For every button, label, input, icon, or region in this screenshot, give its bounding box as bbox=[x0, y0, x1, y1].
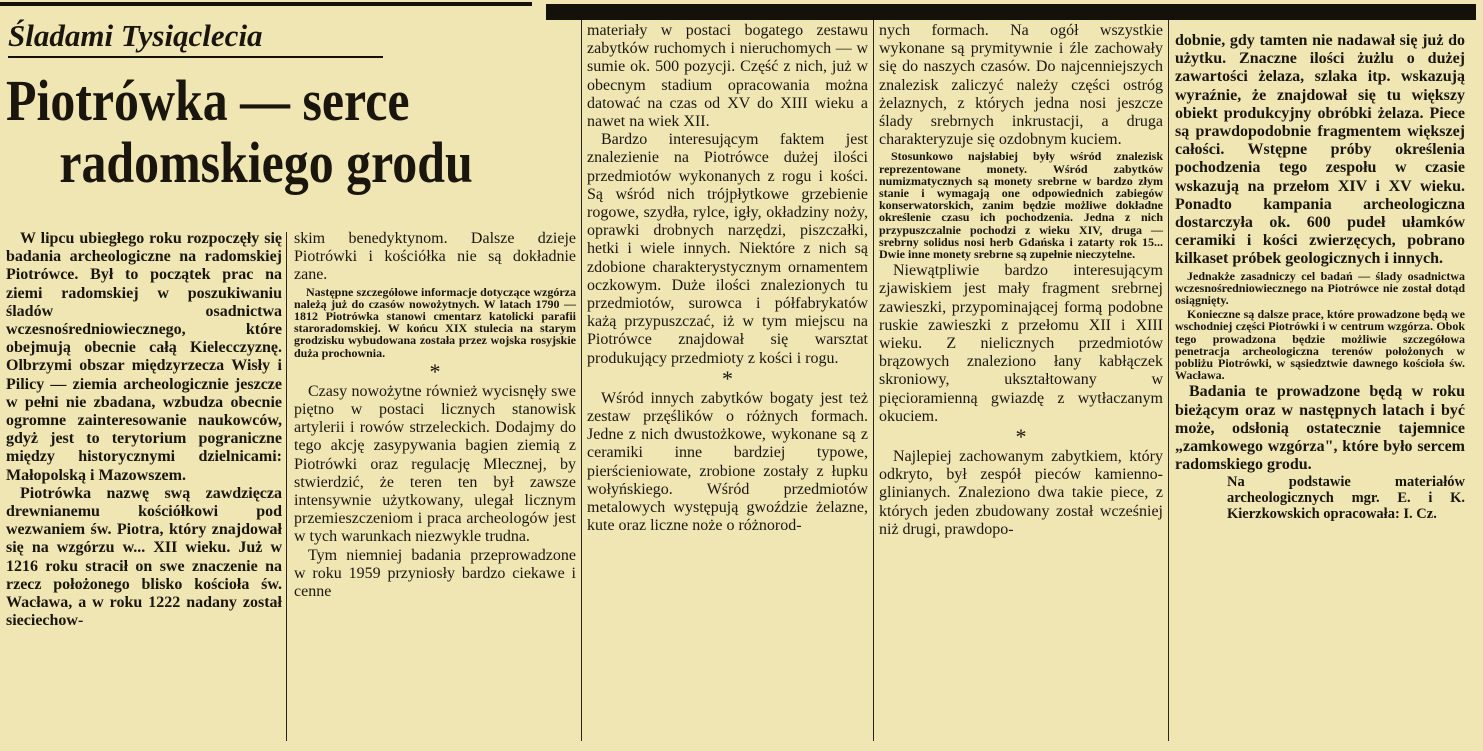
column-rule-3 bbox=[873, 20, 874, 741]
headline-line-2: radomskiego grodu bbox=[59, 130, 473, 195]
section-asterisk: * bbox=[429, 358, 441, 384]
article-column-3 bbox=[587, 22, 868, 535]
paragraph: materiały w postaci bogatego zestawu zabytków ruchomych i nieruchomych — w sumie ok. 500 pozycji. Część z nich, już w obecnym stadium opracowania można datować na czas od XV do XIII wieku a nawet na wiek XII. bbox=[587, 22, 868, 131]
paragraph: Bardzo interesującym faktem jest znalezienie na Piotrówce dużej ilości przedmiotów wykonanych z rogu i kości. Są wśród nich trójpłytkowe grzebienie rogowe, szydła, rylce, igły, okładziny noży, oprawki drobnych narzędzi, piszczałki, hetki i wiele innych. Niektóre z nich są zdobione charakterystycznym ornamentem oczkowym. Duże ilości znalezionych tu przedmiotów, surowca i półfabrykatów każą przypuszczać, iż w tym miejscu na Piotrówce znajdował się warsztat produkujący przedmioty z kości i rogu. bbox=[587, 131, 868, 367]
paragraph-small: Jednakże zasadniczy cel badań — ślady osadnictwa wczesnośredniowiecznego na Piotrówce nie został dotąd osiągnięty. bbox=[1175, 268, 1465, 308]
paragraph: Piotrówka nazwę swą zawdzięcza drewnianemu kościółkowi pod wezwaniem św. Piotra, który znajdował się na wzgórzu w... XII wieku. Już w 1216 roku stracił on swe znaczenie na rzecz położonego blisko kościoła św. Wacława, a w roku 1222 nadany został sieciechow- bbox=[6, 484, 282, 630]
article-column-4 bbox=[879, 22, 1163, 539]
paragraph: skim benedyktynom. Dalsze dzieje Piotrówki i kościółka nie są dokładnie zane. bbox=[294, 230, 576, 284]
article-column-2 bbox=[294, 230, 576, 601]
paragraph-small: Konieczne są dalsze prace, które prowadzone będą we wschodniej części Piotrówki i w centrum wzgórza. Obok tego prowadzona będzie możliwie szczegółowa penetracja archeologiczna terenów położonych w pobliżu Piotrówki, w sąsiedztwie dawnego kościoła św. Wacława. bbox=[1175, 307, 1465, 383]
paragraph: Czasy nowożytne również wycisnęły swe piętno w postaci licznych stanowisk artylerii i rowów strzeleckich. Dodajmy do tego akcję zasypywania bagien ziemią z Piotrówki oraz regulację Mlecznej, by stwierdzić, że teren ten był zawsze intensywnie użytkowany, ulegał licznym przemieszczeniom i praca archeologów jest w tych warunkach niezwykle trudna. bbox=[294, 382, 576, 546]
paragraph: nych formach. Na ogół wszystkie wykonane są prymitywnie i źle zachowały się do naszych czasów. Do najcenniejszych znalezisk zaliczyć należy części ostróg żelaznych, z których jedna nosi jeszcze ślady srebrnych inkrustacji, a druga charakteryzuje się ozdobnym kuciem. bbox=[879, 22, 1163, 149]
column-rule-1 bbox=[286, 232, 287, 741]
paragraph-small: Stosunkowo najsłabiej były wśród znalezisk reprezentowane monety. Wśród zabytków numizmatycznych są monety srebrne w bardzo złym stanie i wymagają one odpowiednich zabiegów konserwatorskich, zanim będzie możliwe dokładne określenie czasu ich pochodzenia. Jedna z nich przypuszczalnie pochodzi z wieku XIV, druga — srebrny solidus nosi herb Gdańska i zatarty rok 15... Dwie inne monety srebrne są zupełnie nieczytelne. bbox=[879, 149, 1163, 262]
headline-line-1: Piotrówka — serce bbox=[6, 68, 410, 133]
paragraph-small: Następne szczegółowe informacje dotyczące wzgórza należą już do czasów nowożytnych. W latach 1790 — 1812 Piotrówka stanowi cmentarz katolicki parafii staroradomskiej. W końcu XIX stulecia na starym grodzisku wybudowana została przez wojska rosyjskie duża prochownia. bbox=[294, 284, 576, 360]
paragraph: Najlepiej zachowanym zabytkiem, który odkryto, był zespół pieców kamiennoglinianych. Znaleziono dwa takie piece, z których jeden zbudowany został wcześniej niż drugi, prawdopo- bbox=[879, 448, 1163, 538]
article-column-1 bbox=[6, 230, 282, 630]
column-rule-2 bbox=[581, 20, 582, 741]
author-signature: Na podstawie materiałów archeologicznych mgr. E. i K. Kierzkowskich opracowała: I. Cz. bbox=[1227, 474, 1465, 523]
section-kicker: Śladami Tysiąclecia bbox=[8, 18, 383, 58]
column-rule-4 bbox=[1168, 20, 1169, 741]
section-asterisk: * bbox=[722, 365, 733, 391]
paragraph: Tym niemniej badania przeprowadzone w roku 1959 przyniosły bardzo ciekawe i cenne bbox=[294, 546, 576, 601]
section-asterisk: * bbox=[1015, 424, 1027, 450]
paragraph: Wśród innych zabytków bogaty jest też zestaw przęślików o różnych formach. Jedne z nich dwustożkowe, wykonane są z ceramiki inne bardziej typowe, pierścieniowate, zrobione zostały z łupku wołyńskiego. Wśród przedmiotów metalowych występują gwoździe żelazne, kute oraz liczne noże o różnorod- bbox=[587, 389, 868, 535]
paragraph: W lipcu ubiegłego roku rozpoczęły się badania archeologiczne na radomskiej Piotrówce. Był to początek prac na ziemi radomskiej w poszukiwaniu śladów osadnictwa wczesnośredniowiecznego, które obejmują obecnie całą Kielecczyznę. Olbrzymi obszar międzyrzecza Wisły i Pilicy — ziemia archeologicznie jeszcze w pełni nie zbadana, wzbudza obecnie ogromne zainteresowanie naukowców, gdyż jest to terytorium pograniczne między historycznymi dzielnicami: Małopolską i Mazowszem. bbox=[6, 230, 282, 484]
article-column-5 bbox=[1175, 32, 1465, 522]
paragraph: dobnie, gdy tamten nie nadawał się już do użytku. Znaczne ilości żużlu o dużej zawartości żelaza, szlaka itp. wskazują wyraźnie, że znajdował się tu większy obiekt produkcyjny obróbki żelaza. Piece są prawdopodobnie fragmentem większej całości. Wstępne próby określenia pochodzenia tego zespołu w czasie wskazują na przełom XIV i XV wieku. Ponadto kampania archeologiczna dostarczyła ok. 600 pudeł ułamków ceramiki i kości zwierzęcych, pobrano kilkaset próbek geologicznych i innych. bbox=[1175, 32, 1465, 268]
headline bbox=[6, 70, 503, 194]
paragraph: Niewątpliwie bardzo interesującym zjawiskiem jest mały fragment srebrnej zawieszki, przypominającej formą podobne ruskie zawieszki z przełomu XII i XIII wieku. Z nielicznych przedmiotów brązowych znaleziono łany kabłączek skroniowy, ukształtowany w pięcioramienną gwiazdę z wytłaczanym okuciem. bbox=[879, 262, 1163, 425]
top-rule-right bbox=[546, 4, 1476, 20]
top-rule-left bbox=[0, 2, 532, 6]
paragraph: Badania te prowadzone będą w roku bieżącym oraz w następnych latach i być może, odsłonią ostatecznie tajemnice „zamkowego wzgórza", które było sercem radomskiego grodu. bbox=[1175, 383, 1465, 474]
